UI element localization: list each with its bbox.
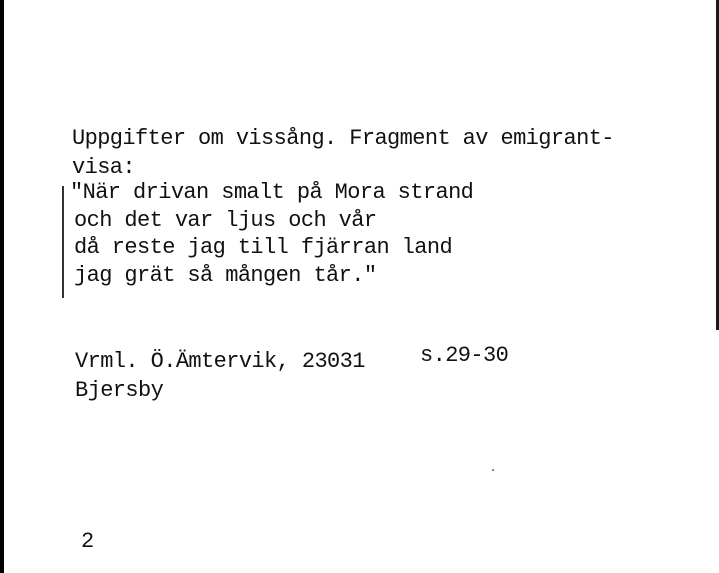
paper-speck [492, 469, 494, 471]
verse-bracket-mark [62, 186, 64, 298]
card-number: 2 [81, 529, 94, 554]
source-place: Vrml. Ö.Ämtervik, 23031 [75, 349, 365, 374]
source-pages: s.29-30 [420, 343, 509, 368]
informant-name: Bjersby [75, 378, 164, 403]
verse-line-2: och det var ljus och vår [74, 208, 377, 233]
verse-line-1: "När drivan smalt på Mora strand [70, 180, 474, 205]
verse-line-3: då reste jag till fjärran land [74, 235, 453, 260]
card-left-edge [0, 0, 4, 573]
header-line-2: visa: [72, 155, 136, 180]
verse-line-4: jag grät så mången tår." [74, 263, 377, 288]
header-line-1: Uppgifter om vissång. Fragment av emigrant- [72, 126, 614, 151]
